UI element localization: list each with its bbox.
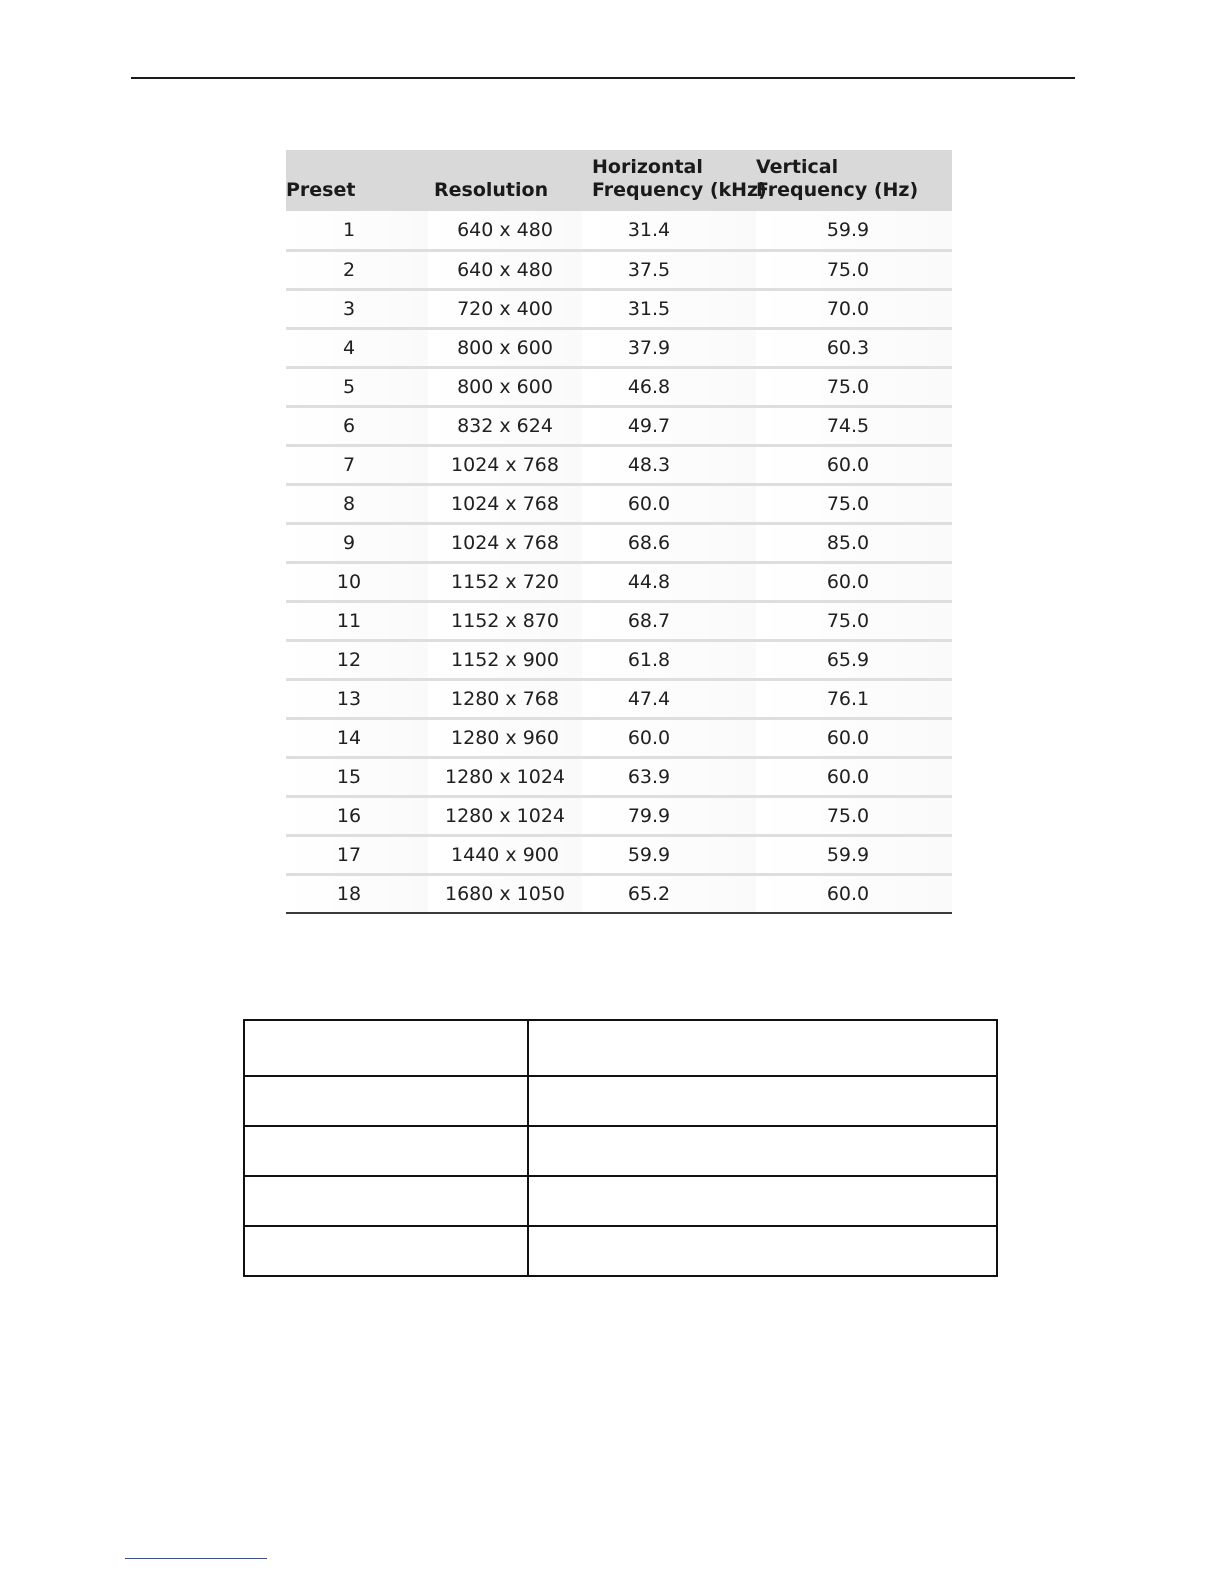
blank-table-body — [244, 1020, 997, 1276]
cell-preset: 14 — [286, 718, 428, 757]
header-vertical-line2: Frequency (Hz) — [756, 179, 919, 201]
blank-cell — [244, 1020, 528, 1076]
cell-resolution: 640 x 480 — [428, 211, 582, 250]
table-row — [286, 718, 952, 757]
cell-vertical: 65.9 — [756, 640, 952, 679]
table-row — [286, 757, 952, 796]
footer-link-underline — [125, 1558, 267, 1559]
cell-horizontal: 37.5 — [582, 250, 756, 289]
table-row — [286, 796, 952, 835]
cell-resolution: 1024 x 768 — [428, 484, 582, 523]
preset-table-header-row — [286, 150, 952, 211]
cell-horizontal: 47.4 — [582, 679, 756, 718]
table-row — [286, 406, 952, 445]
header-resolution: Resolution — [434, 179, 549, 201]
cell-resolution: 1280 x 1024 — [428, 796, 582, 835]
cell-resolution: 800 x 600 — [428, 367, 582, 406]
cell-horizontal: 63.9 — [582, 757, 756, 796]
header-preset: Preset — [286, 179, 356, 201]
cell-resolution: 1152 x 900 — [428, 640, 582, 679]
cell-resolution: 1440 x 900 — [428, 835, 582, 874]
blank-cell — [528, 1126, 997, 1176]
cell-resolution: 1280 x 1024 — [428, 757, 582, 796]
cell-preset: 2 — [286, 250, 428, 289]
cell-vertical: 60.0 — [756, 445, 952, 484]
table-row — [286, 835, 952, 874]
blank-cell — [528, 1076, 997, 1126]
cell-vertical: 75.0 — [756, 250, 952, 289]
cell-preset: 9 — [286, 523, 428, 562]
blank-cell — [244, 1076, 528, 1126]
cell-preset: 3 — [286, 289, 428, 328]
cell-horizontal: 31.5 — [582, 289, 756, 328]
cell-resolution: 1024 x 768 — [428, 523, 582, 562]
cell-resolution: 1152 x 870 — [428, 601, 582, 640]
cell-resolution: 720 x 400 — [428, 289, 582, 328]
cell-resolution: 832 x 624 — [428, 406, 582, 445]
table-row — [286, 601, 952, 640]
table-row — [286, 250, 952, 289]
preset-timing-table — [286, 150, 952, 914]
cell-horizontal: 61.8 — [582, 640, 756, 679]
cell-vertical: 60.0 — [756, 874, 952, 913]
cell-horizontal: 46.8 — [582, 367, 756, 406]
cell-preset: 1 — [286, 211, 428, 250]
cell-preset: 18 — [286, 874, 428, 913]
cell-horizontal: 65.2 — [582, 874, 756, 913]
cell-vertical: 85.0 — [756, 523, 952, 562]
cell-vertical: 59.9 — [756, 211, 952, 250]
preset-table-body — [286, 211, 952, 913]
cell-resolution: 640 x 480 — [428, 250, 582, 289]
cell-preset: 5 — [286, 367, 428, 406]
cell-resolution: 1152 x 720 — [428, 562, 582, 601]
cell-vertical: 59.9 — [756, 835, 952, 874]
cell-horizontal: 60.0 — [582, 484, 756, 523]
blank-cell — [244, 1176, 528, 1226]
cell-horizontal: 68.7 — [582, 601, 756, 640]
cell-horizontal: 37.9 — [582, 328, 756, 367]
cell-horizontal: 49.7 — [582, 406, 756, 445]
cell-horizontal: 59.9 — [582, 835, 756, 874]
preset-table-header — [286, 150, 952, 211]
table-row — [244, 1226, 997, 1276]
cell-preset: 11 — [286, 601, 428, 640]
cell-horizontal: 31.4 — [582, 211, 756, 250]
table-row — [286, 874, 952, 913]
cell-vertical: 60.3 — [756, 328, 952, 367]
table-row — [244, 1076, 997, 1126]
table-row — [286, 679, 952, 718]
cell-preset: 8 — [286, 484, 428, 523]
cell-resolution: 1680 x 1050 — [428, 874, 582, 913]
cell-horizontal: 60.0 — [582, 718, 756, 757]
table-row — [286, 211, 952, 250]
cell-horizontal: 79.9 — [582, 796, 756, 835]
header-horizontal-frequency — [582, 150, 767, 211]
table-row — [286, 523, 952, 562]
cell-preset: 12 — [286, 640, 428, 679]
table-row — [286, 562, 952, 601]
cell-vertical: 75.0 — [756, 484, 952, 523]
cell-horizontal: 68.6 — [582, 523, 756, 562]
header-horizontal-line2: Frequency (kHz) — [592, 179, 767, 201]
cell-vertical: 60.0 — [756, 562, 952, 601]
blank-cell — [244, 1126, 528, 1176]
header-vertical-line1: Vertical — [756, 156, 839, 178]
cell-preset: 13 — [286, 679, 428, 718]
cell-vertical: 60.0 — [756, 718, 952, 757]
cell-resolution: 800 x 600 — [428, 328, 582, 367]
cell-vertical: 74.5 — [756, 406, 952, 445]
cell-horizontal: 48.3 — [582, 445, 756, 484]
cell-vertical: 75.0 — [756, 367, 952, 406]
table-row — [286, 484, 952, 523]
cell-vertical: 76.1 — [756, 679, 952, 718]
blank-cell — [244, 1226, 528, 1276]
cell-vertical: 75.0 — [756, 601, 952, 640]
cell-preset: 16 — [286, 796, 428, 835]
blank-cell — [528, 1226, 997, 1276]
table-row — [286, 367, 952, 406]
cell-preset: 17 — [286, 835, 428, 874]
cell-preset: 7 — [286, 445, 428, 484]
table-row — [286, 640, 952, 679]
cell-preset: 10 — [286, 562, 428, 601]
table-row — [286, 445, 952, 484]
blank-cell — [528, 1020, 997, 1076]
cell-resolution: 1024 x 768 — [428, 445, 582, 484]
header-vertical-frequency — [756, 150, 952, 211]
table-row — [286, 328, 952, 367]
cell-resolution: 1280 x 768 — [428, 679, 582, 718]
table-row — [286, 289, 952, 328]
table-row — [244, 1176, 997, 1226]
table-row — [244, 1020, 997, 1076]
cell-preset: 15 — [286, 757, 428, 796]
blank-bordered-table — [243, 1019, 998, 1277]
cell-horizontal: 44.8 — [582, 562, 756, 601]
page-header-rule — [131, 77, 1075, 79]
cell-vertical: 70.0 — [756, 289, 952, 328]
header-horizontal-line1: Horizontal — [592, 156, 703, 178]
cell-preset: 6 — [286, 406, 428, 445]
cell-vertical: 60.0 — [756, 757, 952, 796]
table-row — [244, 1126, 997, 1176]
cell-preset: 4 — [286, 328, 428, 367]
blank-cell — [528, 1176, 997, 1226]
cell-vertical: 75.0 — [756, 796, 952, 835]
cell-resolution: 1280 x 960 — [428, 718, 582, 757]
